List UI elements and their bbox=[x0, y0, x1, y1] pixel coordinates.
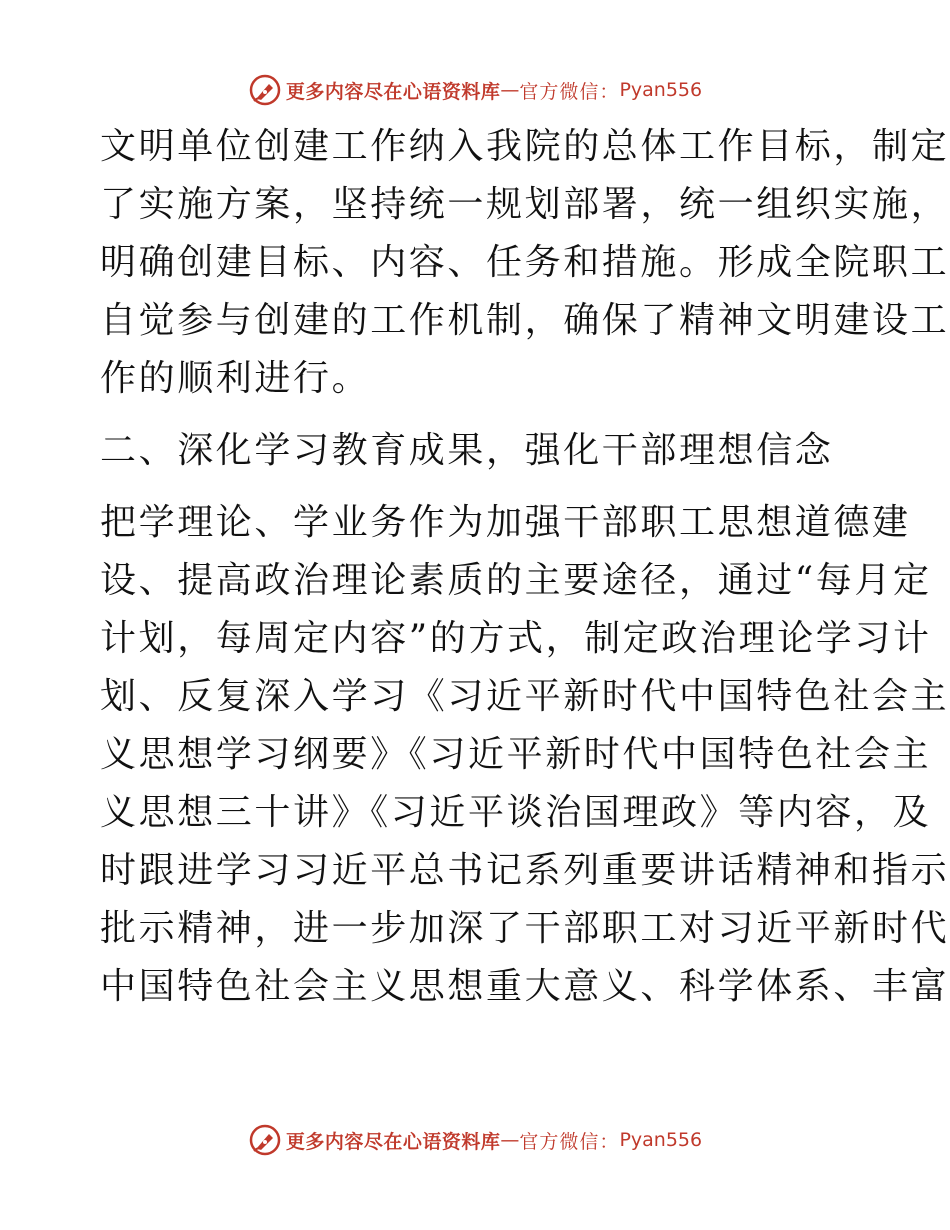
banner-official-label: 官方微信： bbox=[519, 80, 620, 103]
paragraph-2 bbox=[100, 494, 950, 1016]
document-body bbox=[100, 118, 950, 1016]
text-line: 自觉参与创建的工作机制，确保了精神文明建设工 bbox=[100, 300, 950, 341]
banner-official-label: 官方微信： bbox=[519, 1130, 620, 1153]
text-line: 中国特色社会主义思想重大意义、科学体系、丰富 bbox=[100, 966, 950, 1007]
text-line: 明确创建目标、内容、任务和措施。形成全院职工 bbox=[100, 242, 950, 283]
text-line: 划、反复深入学习《习近平新时代中国特色社会主 bbox=[100, 676, 950, 717]
banner-wechat-id: Pyan556 bbox=[619, 1129, 703, 1151]
section-heading: 二、深化学习教育成果，强化干部理想信念 bbox=[100, 430, 834, 471]
pen-nib-logo-icon bbox=[248, 73, 282, 107]
footer-banner bbox=[0, 1120, 950, 1160]
text-line: 作的顺利进行。 bbox=[100, 358, 371, 399]
text-line: 批示精神，进一步加深了干部职工对习近平新时代 bbox=[100, 908, 950, 949]
banner-brand-text: 更多内容尽在心语资料库 bbox=[285, 1130, 501, 1153]
banner-brand-text: 更多内容尽在心语资料库 bbox=[285, 80, 501, 103]
text-line: 义思想三十讲》《习近平谈治国理政》等内容，及 bbox=[100, 792, 932, 833]
text-line: 设、提高政治理论素质的主要途径，通过“每月定 bbox=[100, 560, 932, 601]
text-line: 义思想学习纲要》《习近平新时代中国特色社会主 bbox=[100, 734, 932, 775]
text-line: 了实施方案，坚持统一规划部署，统一组织实施， bbox=[100, 184, 950, 225]
banner-wechat-id: Pyan556 bbox=[619, 79, 703, 101]
text-line: 把学理论、学业务作为加强干部职工思想道德建 bbox=[100, 502, 911, 543]
banner-dash: — bbox=[500, 1129, 520, 1151]
paragraph-1 bbox=[100, 118, 950, 408]
text-line: 文明单位创建工作纳入我院的总体工作目标，制定 bbox=[100, 126, 950, 167]
pen-nib-logo-icon bbox=[248, 1123, 282, 1157]
header-banner bbox=[0, 70, 950, 110]
text-line: 计划，每周定内容”的方式，制定政治理论学习计 bbox=[100, 618, 932, 659]
banner-dash: — bbox=[500, 79, 520, 101]
text-line: 时跟进学习习近平总书记系列重要讲话精神和指示 bbox=[100, 850, 950, 891]
